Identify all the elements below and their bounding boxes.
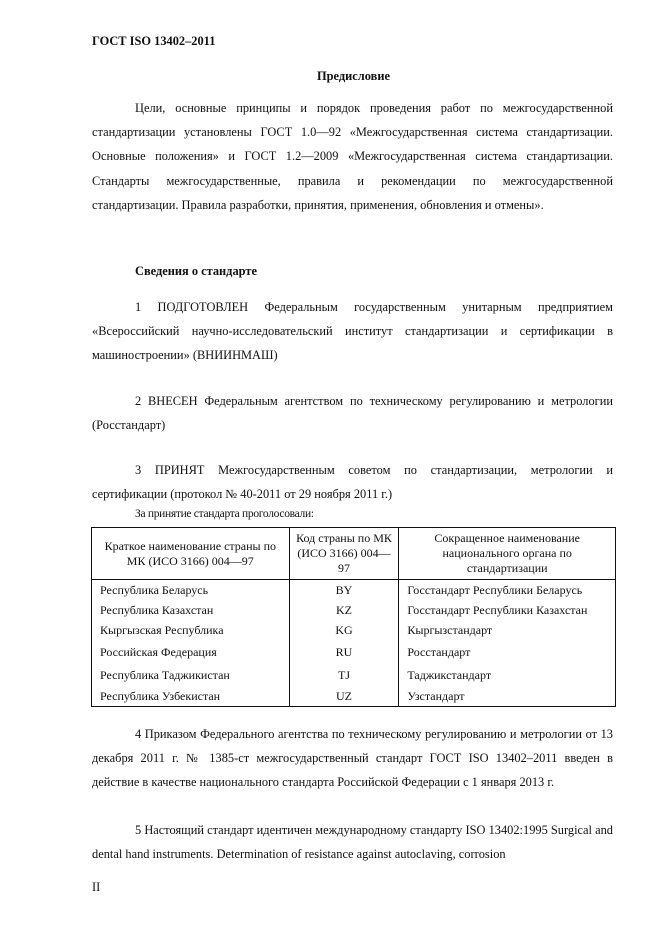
table-row [92, 620, 616, 640]
info-item-4: 4 Приказом Федерального агентства по техническому регулированию и метрологии от 13 декабря 2011 г. № 1385-ст межгосударственный стандарт ГОСТ ISO 13402–2011 введен в действие в качестве национального стандарта Российской Федерации с 1 января 2013 г. [92, 727, 613, 790]
table-cell-country: Республика Узбекистан [92, 686, 290, 707]
table-cell-country: Российская Федерация [92, 640, 290, 664]
table-cell-country: Кыргызская Республика [92, 620, 290, 640]
info-heading: Сведения о стандарте [135, 264, 257, 278]
table-cell-country: Республика Таджикистан [92, 664, 290, 686]
preface-paragraph: Цели, основные принципы и порядок проведения работ по межгосударственной стандартизации установлены ГОСТ 1.0—92 «Межгосударственная система стандартизации. Основные положения» и ГОСТ 1.2—2009 «Межгосударственная система стандартизации. Стандарты межгосударственные, правила и рекомендации по межгосударственной стандартизации. Правила разработки, принятия, применения, обновления и отмены». [92, 101, 613, 212]
info-item-3: 3 ПРИНЯТ Межгосударственным советом по стандартизации, метрологии и сертификации (протокол № 40-2011 от 29 ноября 2011 г.) [92, 463, 613, 502]
table-row [92, 640, 616, 664]
table-row [92, 686, 616, 707]
table-cell-code: TJ [289, 664, 399, 686]
info-item-2: 2 ВНЕСЕН Федеральным агентством по техническому регулированию и метрологии (Росстандарт) [92, 394, 613, 433]
standard-header: ГОСТ ISO 13402–2011 [92, 34, 216, 48]
table-header-body: Сокращенное наименование национального органа по стандартизации [399, 528, 616, 580]
table-cell-code: RU [289, 640, 399, 664]
table-header-row [92, 528, 616, 580]
table-cell-code: KZ [289, 600, 399, 620]
preface-title: Предисловие [317, 69, 390, 83]
table-header-code: Код страны по МК (ИСО 3166) 004—97 [289, 528, 399, 580]
voting-countries-table [91, 527, 616, 707]
info-item-5: 5 Настоящий стандарт идентичен международному стандарту ISO 13402:1995 Surgical and dental hand instruments. Determination of resistance against autoclaving, corrosion [92, 823, 613, 862]
table-cell-code: BY [289, 580, 399, 601]
page-number: II [92, 880, 101, 894]
info-item-1: 1 ПОДГОТОВЛЕН Федеральным государственным унитарным предприятием «Всероссийский научно-исследовательский институт стандартизации и сертификации в машиностроении» (ВНИИНМАШ) [92, 300, 613, 363]
table-cell-code: UZ [289, 686, 399, 707]
table-row [92, 600, 616, 620]
table-header-country: Краткое наименование страны по МК (ИСО 3166) 004—97 [92, 528, 290, 580]
table-cell-body: Кыргызстандарт [399, 620, 616, 640]
table-cell-body: Госстандарт Республики Казахстан [399, 600, 616, 620]
table-cell-country: Республика Казахстан [92, 600, 290, 620]
table-cell-code: KG [289, 620, 399, 640]
table-row [92, 580, 616, 601]
table-cell-body: Узстандарт [399, 686, 616, 707]
vote-caption: За принятие стандарта проголосовали: [135, 508, 314, 520]
table-cell-body: Росстандарт [399, 640, 616, 664]
table-cell-body: Госстандарт Республики Беларусь [399, 580, 616, 601]
table-cell-country: Республика Беларусь [92, 580, 290, 601]
table-cell-body: Таджикстандарт [399, 664, 616, 686]
table-row [92, 664, 616, 686]
